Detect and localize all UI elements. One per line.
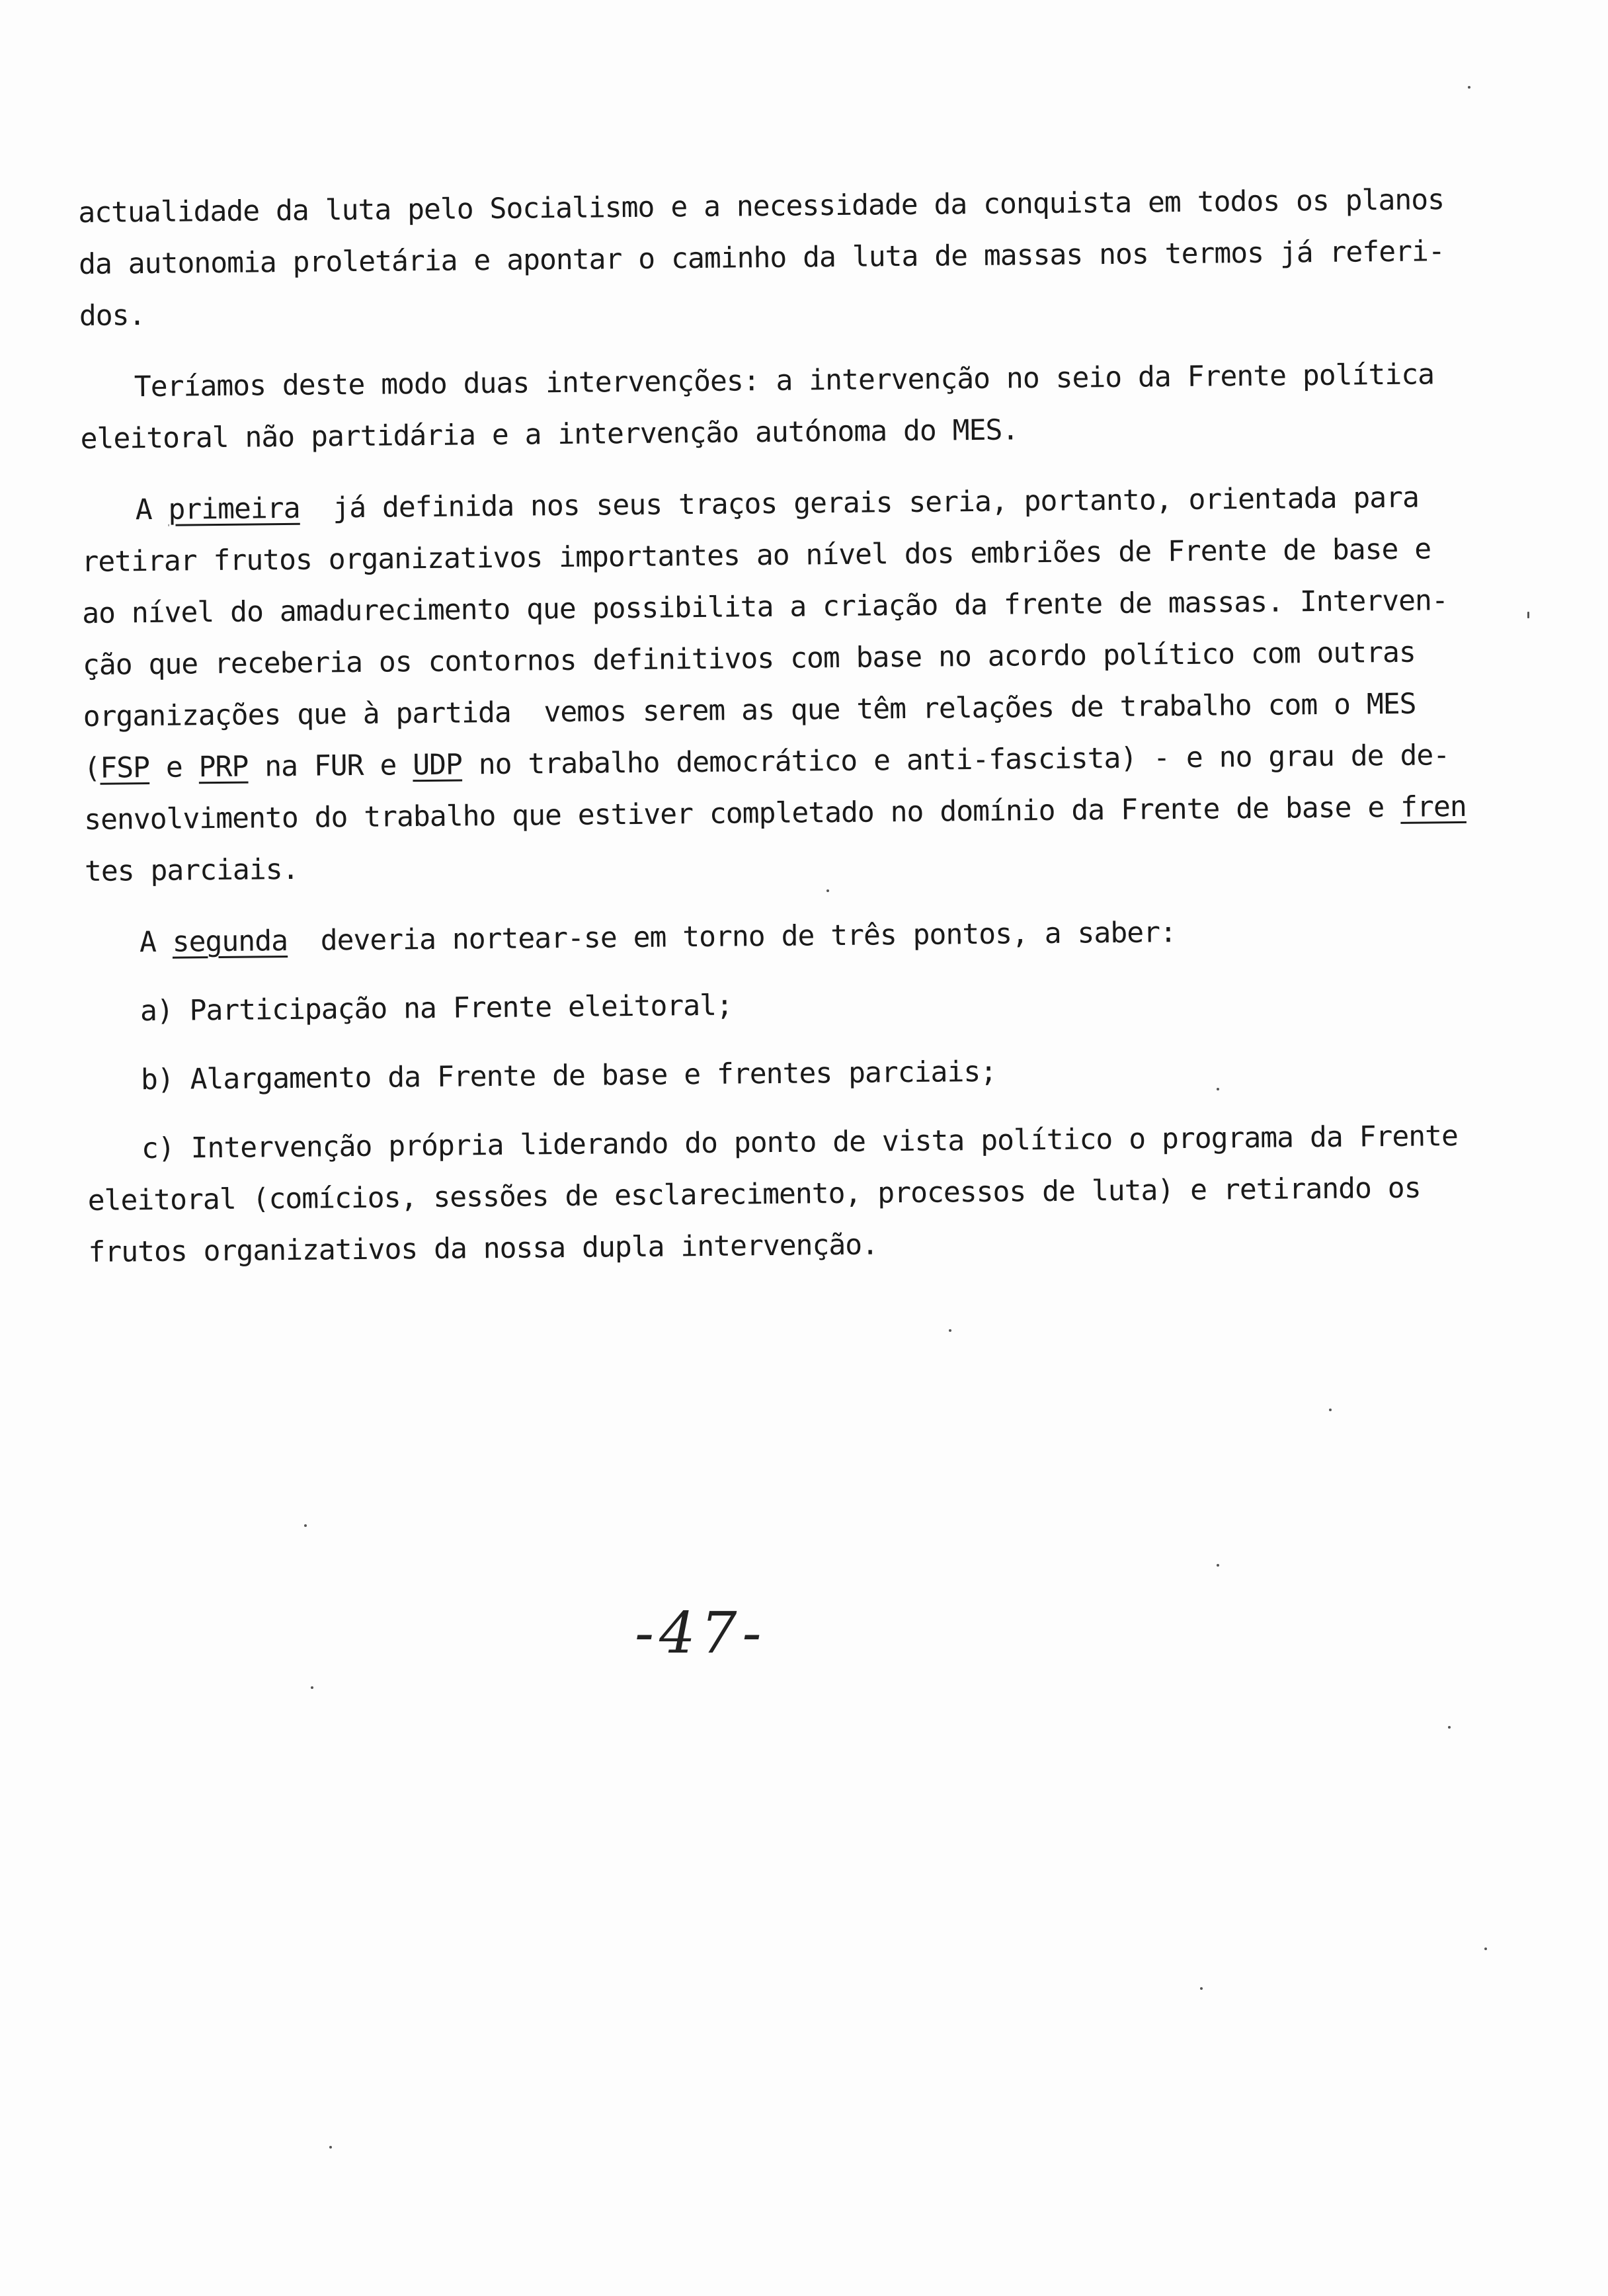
text-run: no trabalho democrático e anti-fascista) - e no grau de de-	[462, 739, 1450, 782]
body-text	[78, 174, 1477, 1278]
scan-speck	[949, 1329, 951, 1332]
scan-speck	[1200, 1987, 1203, 1990]
list-item-b: b) Alargamento da Frente de base e frentes parciais;	[140, 1055, 997, 1097]
underlined-word-segunda: segunda	[172, 924, 288, 959]
scan-speck	[826, 889, 829, 892]
paragraph-2-line-2: eleitoral não partidária e a intervenção autónoma do MES.	[80, 413, 1019, 456]
page-number: -47-	[635, 1600, 767, 1666]
paragraph-3-line-2: retirar frutos organizativos importantes ao nível dos embriões de Frente de base e	[81, 532, 1431, 579]
text-run: (	[83, 751, 100, 785]
scan-speck	[311, 1686, 313, 1689]
underlined-word-prp: PRP	[198, 750, 249, 784]
paragraph-3-line-3: ao nível do amadurecimento que possibilita a criação da frente de massas. Interven-	[81, 584, 1449, 630]
text-run: senvolvimento do trabalho que estiver completado no domínio da Frente de base e	[83, 790, 1401, 837]
scan-speck	[1468, 86, 1470, 89]
list-item-a: a) Participação na Frente eleitoral;	[140, 989, 733, 1028]
scan-speck	[1527, 612, 1529, 618]
paragraph-2-line-1: Teríamos deste modo duas intervenções: a intervenção no seio da Frente política	[134, 358, 1435, 404]
text-run: A	[139, 925, 173, 960]
scan-speck	[1448, 1726, 1451, 1729]
paragraph-1-line-1: actualidade da luta pelo Socialismo e a necessidade da conquista em todos os planos	[78, 183, 1445, 229]
scan-speck	[329, 2146, 332, 2149]
underlined-word-fsp: FSP	[100, 751, 150, 785]
list-item-c-line-2: eleitoral (comícios, sessões de esclarecimento, processos de luta) e retirando os	[87, 1171, 1421, 1217]
paragraph-3-line-5: organizações que à partida vemos serem as que têm relações de trabalho com o MES	[83, 687, 1416, 733]
text-run: já definida nos seus traços gerais seria, portanto, orientada para	[300, 481, 1420, 525]
scan-speck	[1329, 1409, 1332, 1411]
text-run: A	[135, 493, 169, 527]
scan-speck	[304, 1524, 307, 1527]
text-run: deveria nortear-se em torno de três pontos, a saber:	[287, 916, 1177, 958]
scan-speck	[1217, 1564, 1219, 1567]
list-item-c-line-3: frutos organizativos da nossa dupla intervenção.	[88, 1228, 879, 1269]
paragraph-3-line-8: tes parciais.	[84, 852, 299, 888]
paragraph-1-line-2: da autonomia proletária e apontar o caminho da luta de massas nos termos já referi-	[78, 235, 1445, 281]
scan-speck	[1484, 1948, 1487, 1950]
underlined-word-fren: fren	[1400, 790, 1467, 824]
text-run: na FUR e	[248, 749, 413, 784]
underlined-word-primeira: primeira	[168, 491, 300, 526]
list-item-c-line-1: c) Intervenção própria liderando do ponto de vista político o programa da Frente	[141, 1120, 1459, 1166]
underlined-word-udp: UDP	[412, 748, 463, 782]
paragraph-3-line-4: ção que receberia os contornos definitivos com base no acordo político com outras	[82, 636, 1416, 682]
text-run: e	[149, 751, 199, 785]
paragraph-1-line-3: dos.	[79, 299, 145, 333]
scan-speck	[1217, 1088, 1219, 1090]
